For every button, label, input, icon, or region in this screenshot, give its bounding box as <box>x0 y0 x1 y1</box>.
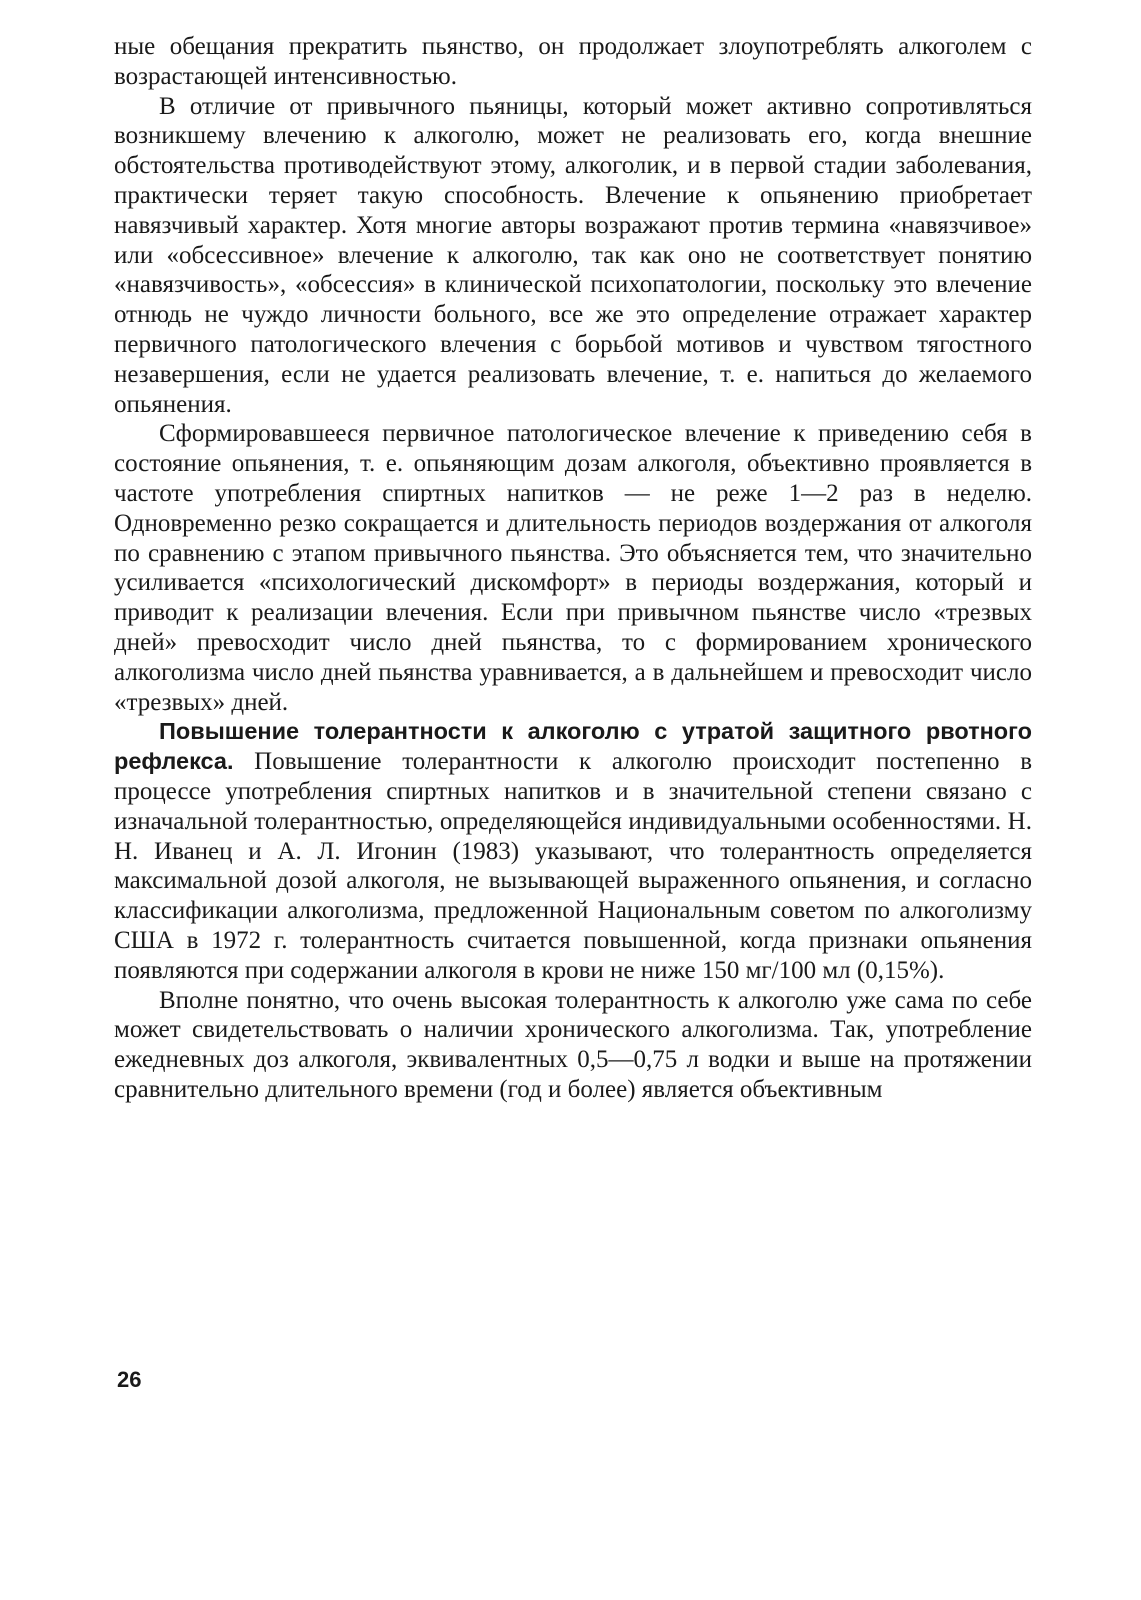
page-body <box>114 32 1032 1105</box>
paragraph-4-text: Повышение толерантности к алкоголю происходит постепенно в процессе употребления спиртных напитков и в значительной степени связано с изначальной толерантностью, определяющейся индивидуальными особенностями. Н. Н. Иванец и А. Л. Игонин (1983) указывают, что толерантность определяется максимальной дозой алкоголя, не вызывающей выраженного опьянения, и согласно классификации алкоголизма, предложенной Национальным советом по алкоголизму США в 1972 г. толерантность считается повышенной, когда признаки опьянения появляются при содержании алкоголя в крови не ниже 150 мг/100 мл (0,15%). <box>114 748 1032 984</box>
page-number: 26 <box>117 1367 142 1392</box>
paragraph-1-text: ные обещания прекратить пьянство, он продолжает злоупотреблять алкоголем с возрастающей интенсивностью. <box>114 33 1032 90</box>
paragraph-4 <box>114 717 1032 985</box>
paragraph-3 <box>114 419 1032 717</box>
section-heading: Повышение толерантности к алкоголю с утратой защитного рвотного рефлекса. <box>114 718 1032 775</box>
paragraph-2-text: В отличие от привычного пьяницы, который может активно сопротивляться возникшему влечению к алкоголю, может не реализовать его, когда внешние обстоятельства противодействуют этому, алкоголик, и в первой стадии заболевания, практически теряет такую способность. Влечение к опьянению приобретает навязчивый характер. Хотя многие авторы возражают против термина «навязчивое» или «обсессивное» влечение к алкоголю, так как оно не соответствует понятию «навязчивость», «обсессия» в клинической психопатологии, поскольку это влечение отнюдь не чуждо личности больного, все же это определение отражает характер первичного патологического влечения с борьбой мотивов и чувством тягостного незавершения, если не удается реализовать влечение, т. е. напиться до желаемого опьянения. <box>114 92 1032 418</box>
paragraph-5-text: Вполне понятно, что очень высокая толерантность к алкоголю уже сама по себе может свидетельствовать о наличии хронического алкоголизма. Так, употребление ежедневных доз алкоголя, эквивалентных 0,5—0,75 л водки и выше на протяжении сравнительно длительного времени (год и более) является объективным <box>114 986 1032 1103</box>
paragraph-5 <box>114 986 1032 1105</box>
paragraph-2 <box>114 92 1032 420</box>
paragraph-1 <box>114 32 1032 92</box>
paragraph-3-text: Сформировавшееся первичное патологическое влечение к приведению себя в состояние опьянения, т. е. опьяняющим дозам алкоголя, объективно проявляется в частоте употребления спиртных напитков — не реже 1—2 раз в неделю. Одновременно резко сокращается и длительность периодов воздержания от алкоголя по сравнению с этапом привычного пьянства. Это объясняется тем, что значительно усиливается «психологический дискомфорт» в периоды воздержания, который и приводит к реализации влечения. Если при привычном пьянстве число «трезвых дней» превосходит число дней пьянства, то с формированием хронического алкоголизма число дней пьянства уравнивается, а в дальнейшем и превосходит число «трезвых» дней. <box>114 420 1032 716</box>
